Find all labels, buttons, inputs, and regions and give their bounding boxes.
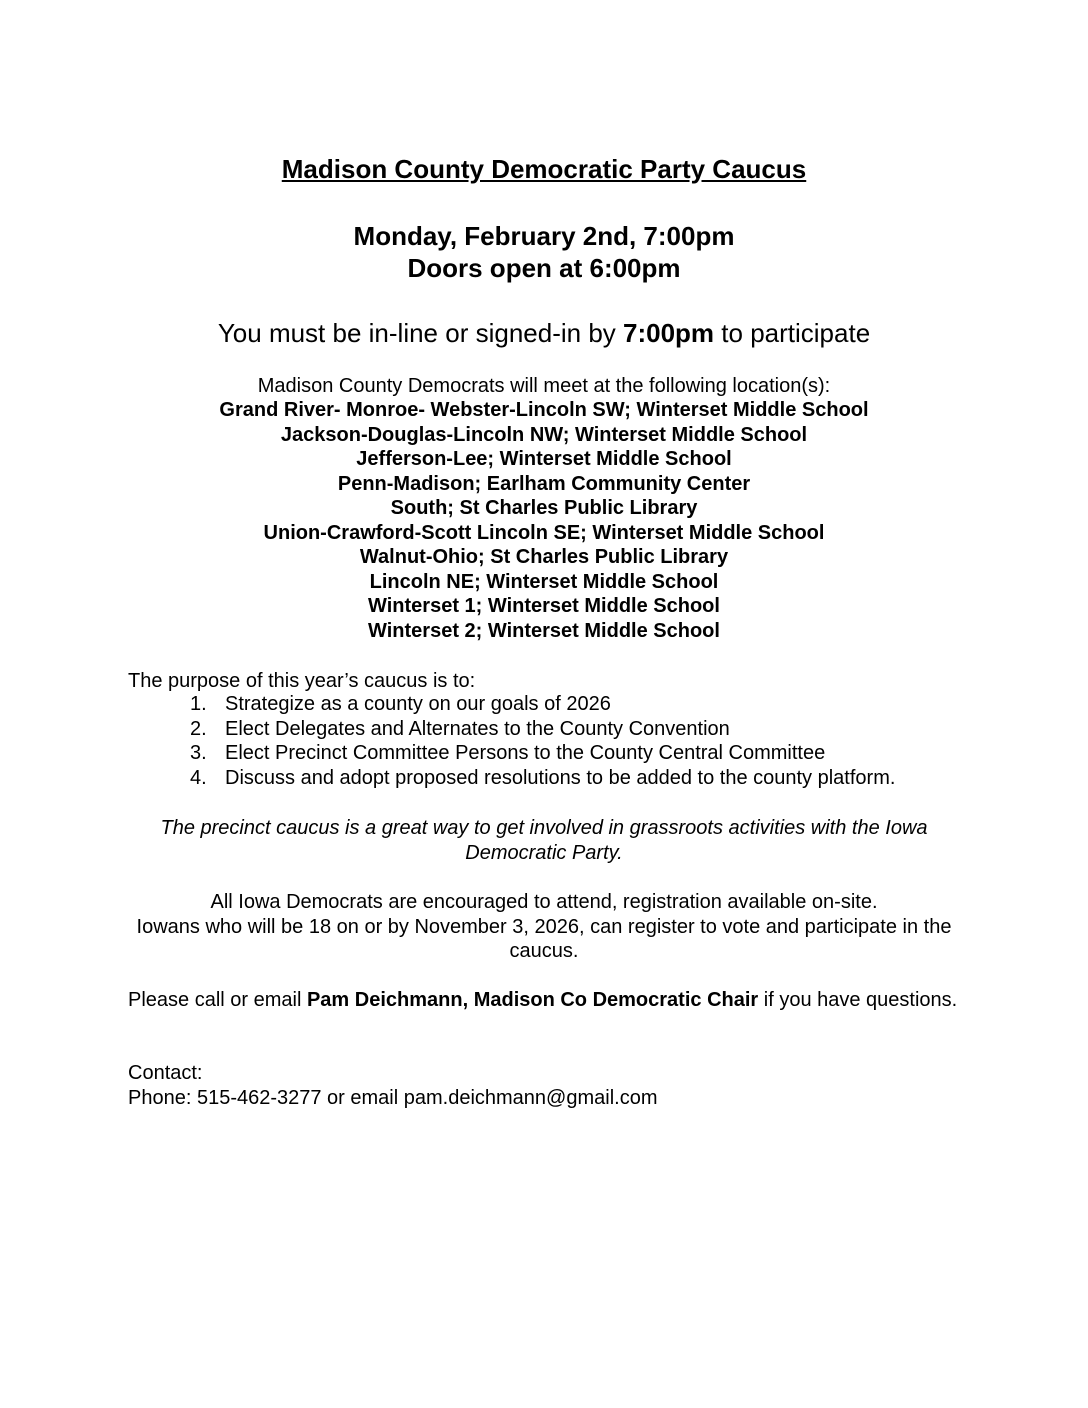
locations-intro: Madison County Democrats will meet at the following location(s): [257, 375, 831, 397]
contact-label: Contact: [128, 1062, 203, 1084]
purpose-text: Strategize as a county on our goals of 2026 [225, 693, 611, 715]
purpose-number: 4. [190, 766, 207, 789]
purpose-item [190, 717, 970, 742]
location-item: Union-Crawford-Scott Lincoln SE; Winterset Middle School [263, 521, 825, 544]
purpose-text: Elect Delegates and Alternates to the County Convention [225, 717, 730, 740]
locations-list [0, 398, 1088, 643]
encourage-text [0, 890, 1088, 964]
callout-after: if you have questions. [758, 989, 958, 1011]
location-item: Winterset 1; Winterset Middle School [368, 595, 720, 617]
purpose-intro: The purpose of this year’s caucus is to: [128, 670, 476, 692]
event-datetime [0, 220, 1088, 284]
location-item: Jefferson-Lee; Winterset Middle School [356, 448, 732, 470]
location-item: Grand River- Monroe- Webster-Lincoln SW; Winterset Middle School [219, 399, 869, 421]
participate-after: to participate [714, 318, 871, 348]
location-item: Walnut-Ohio; St Charles Public Library [359, 546, 729, 568]
purpose-number: 1. [190, 693, 207, 715]
callout-before: Please call or email [128, 989, 307, 1011]
page-title: Madison County Democratic Party Caucus [281, 154, 807, 184]
location-item: Penn-Madison; Earlham Community Center [337, 472, 751, 495]
location-item: South; St Charles Public Library [390, 497, 698, 519]
purpose-item [190, 766, 970, 791]
purpose-item [190, 741, 970, 766]
purpose-text: Discuss and adopt proposed resolutions to be added to the county platform. [225, 766, 896, 789]
location-item: Lincoln NE; Winterset Middle School [369, 570, 719, 593]
purpose-number: 2. [190, 717, 207, 740]
purpose-text: Elect Precinct Committee Persons to the County Central Committee [225, 742, 826, 764]
participate-before: You must be in-line or signed-in by [217, 318, 624, 348]
participate-time: 7:00pm [623, 318, 715, 348]
doors-line: Doors open at 6:00pm [407, 253, 681, 283]
purpose-number: 3. [190, 742, 207, 764]
encourage-line: All Iowa Democrats are encouraged to attend, registration available on-site. [210, 891, 878, 913]
location-item: Winterset 2; Winterset Middle School [368, 619, 720, 642]
location-item: Jackson-Douglas-Lincoln NW; Winterset Middle School [280, 423, 808, 446]
purpose-item [190, 692, 970, 717]
chair-name: Pam Deichmann, Madison Co Democratic Chair [306, 989, 759, 1011]
contact-line: Phone: 515-462-3277 or email pam.deichmann@gmail.com [128, 1087, 658, 1109]
italic-note: The precinct caucus is a great way to get involved in grassroots activities with the Iowa Democratic Party. [160, 817, 928, 864]
purpose-list [190, 692, 970, 790]
contact-callout [128, 988, 968, 1013]
encourage-line: Iowans who will be 18 on or by November 3, 2026, can register to vote and participate in the caucus. [136, 915, 952, 962]
participate-notice [0, 316, 1088, 350]
date-line: Monday, February 2nd, 7:00pm [353, 221, 735, 251]
